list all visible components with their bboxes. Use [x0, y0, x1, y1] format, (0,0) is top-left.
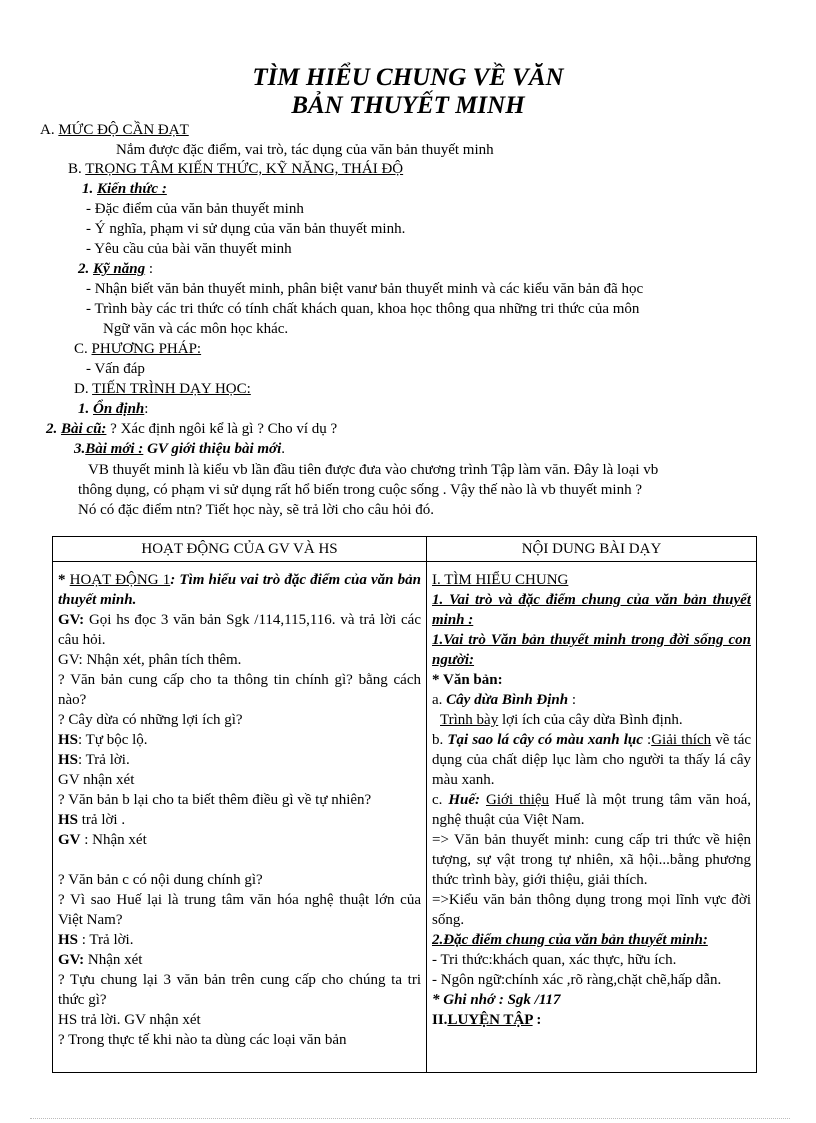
content-cell: [427, 562, 757, 1073]
method-item: - Vấn đáp: [86, 361, 145, 377]
section-a-text: Nắm được đặc điểm, vai trò, tác dụng của văn bản thuyết minh: [116, 142, 494, 158]
left-line: ? Trong thực tế khi nào ta dùng các loại văn bản: [58, 1032, 347, 1048]
left-line: ? Văn bản c có nội dung chính gì?: [58, 872, 263, 888]
hs-line: HS: Trả lời.: [58, 752, 130, 768]
page-bottom-divider: [30, 1118, 790, 1119]
intro-line: thông dụng, có phạm vi sử dụng rất hổ biến trong cuộc sống . Vậy thế nào là vb thuyết minh ?: [78, 482, 643, 498]
section-c-heading: C. PHƯƠNG PHÁP:: [74, 341, 202, 357]
step-2: 2. Bài cũ: ? Xác định ngôi kể là gì ? Cho ví dụ ?: [46, 421, 338, 437]
col-header-content: NỘI DUNG BÀI DẠY: [427, 537, 757, 562]
texts-label: * Văn bản:: [432, 672, 503, 688]
remember-note: * Ghi nhớ : Sgk /117: [432, 992, 561, 1008]
skills-item: - Trình bày các tri thức có tính chất khách quan, khoa học thông qua những tri thức của môn: [86, 301, 640, 317]
gv-line: GV: Nhận xét: [58, 952, 143, 968]
activities-cell: [53, 562, 427, 1073]
left-line: GV: Nhận xét, phân tích thêm.: [58, 652, 242, 668]
page-title-line2: BẢN THUYẾT MINH: [291, 92, 525, 119]
feature-item: - Ngôn ngữ:chính xác ,rõ ràng,chặt chẽ,hấp dẫn.: [432, 972, 722, 988]
skills-item: Ngữ văn và các môn học khác.: [103, 321, 289, 337]
content-heading-2: 2.Đặc điểm chung của văn bản thuyết minh:: [432, 932, 708, 948]
intro-line: Nó có đặc điểm ntn? Tiết học này, sẽ trả lời cho câu hỏi đó.: [78, 502, 435, 518]
hs-line: HS trả lời .: [58, 812, 126, 828]
activity-heading: * HOẠT ĐỘNG 1: Tìm hiểu vai trò đặc điểm của văn bản thuyết minh.: [58, 572, 421, 608]
hs-line: HS : Trả lời.: [58, 932, 134, 948]
knowledge-heading: 1. Kiến thức :: [82, 181, 167, 197]
left-line: HS trả lời. GV nhận xét: [58, 1012, 201, 1028]
knowledge-item: - Ý nghĩa, phạm vi sử dụng của văn bản thuyết minh.: [86, 221, 406, 237]
page-title-line1: TÌM HIỂU CHUNG VỀ VĂN: [252, 64, 564, 91]
text-a-desc: Trình bày lợi ích của cây dừa Bình định.: [440, 712, 683, 728]
step-3: 3.Bài mới : GV giới thiệu bài mới.: [74, 441, 285, 457]
section-ii-heading: II.LUYỆN TẬP :: [432, 1012, 542, 1028]
section-b-heading: B. TRỌNG TÂM KIẾN THỨC, KỸ NĂNG, THÁI ĐỘ: [68, 161, 404, 177]
content-heading-1: 1. Vai trò và đặc điểm chung của văn bản thuyết minh :: [432, 592, 751, 628]
feature-item: - Tri thức:khách quan, xác thực, hữu ích.: [432, 952, 677, 968]
left-line: ? Cây dừa có những lợi ích gì?: [58, 712, 243, 728]
intro-line: VB thuyết minh là kiểu vb lần đầu tiên được đưa vào chương trình Tập làm văn. Đây là loại vb: [88, 462, 659, 478]
text-a-title: a. Cây dừa Bình Định :: [432, 692, 577, 708]
knowledge-item: - Yêu cầu của bài văn thuyết minh: [86, 241, 292, 257]
section-d-heading: D. TIẾN TRÌNH DẠY HỌC:: [74, 381, 251, 397]
left-line: ? Văn bản b lại cho ta biết thêm điều gì về tự nhiên?: [58, 792, 372, 808]
gv-line: GV : Nhận xét: [58, 832, 147, 848]
section-a-heading: A. MỨC ĐỘ CẦN ĐẠT: [40, 122, 189, 138]
summary-line: => Văn bản thuyết minh: cung cấp tri thức về hiện tượng, sự vật trong tự nhiên, xã hội...bằng phương thức trình bày, giới thiệu, giải thích.: [432, 832, 751, 888]
col-header-activities: HOẠT ĐỘNG CỦA GV VÀ HS: [53, 537, 427, 562]
left-line: ? Tựu chung lại 3 văn bản trên cung cấp cho chúng ta tri thức gì?: [58, 972, 421, 1008]
left-line: GV nhận xét: [58, 772, 135, 788]
skills-heading: 2. Kỹ năng :: [78, 261, 154, 277]
left-line: ? Vì sao Huế lại là trung tâm văn hóa nghệ thuật lớn của Việt Nam?: [58, 892, 421, 928]
lesson-table: [52, 536, 757, 1073]
gv-instruction: GV: Gọi hs đọc 3 văn bản Sgk /114,115,116. và trả lời các câu hỏi.: [58, 612, 421, 648]
text-b: b. Tại sao lá cây có màu xanh lục :Giải thích về tác dụng của chất diệp lục làm cho người ta thấy lá cây màu xanh.: [432, 732, 751, 788]
section-i-heading: I. TÌM HIỂU CHUNG: [432, 572, 569, 588]
step-1: 1. Ổn định:: [78, 401, 149, 417]
content-heading-1-1: 1.Vai trò Văn bản thuyết minh trong đời sống con người:: [432, 632, 751, 668]
knowledge-item: - Đặc điểm của văn bản thuyết minh: [86, 201, 304, 217]
skills-item: - Nhận biết văn bản thuyết minh, phân biệt vanư bản thuyết minh và các kiểu văn bản đã học: [86, 281, 644, 297]
summary-line: =>Kiểu văn bản thông dụng trong mọi lĩnh vực đời sống.: [432, 892, 751, 928]
hs-line: HS: Tự bộc lộ.: [58, 732, 148, 748]
left-line: ? Văn bản cung cấp cho ta thông tin chính gì? bằng cách nào?: [58, 672, 421, 708]
text-c: c. Huế: Giới thiệu Huế là một trung tâm văn hoá, nghệ thuật của Việt Nam.: [432, 792, 751, 828]
